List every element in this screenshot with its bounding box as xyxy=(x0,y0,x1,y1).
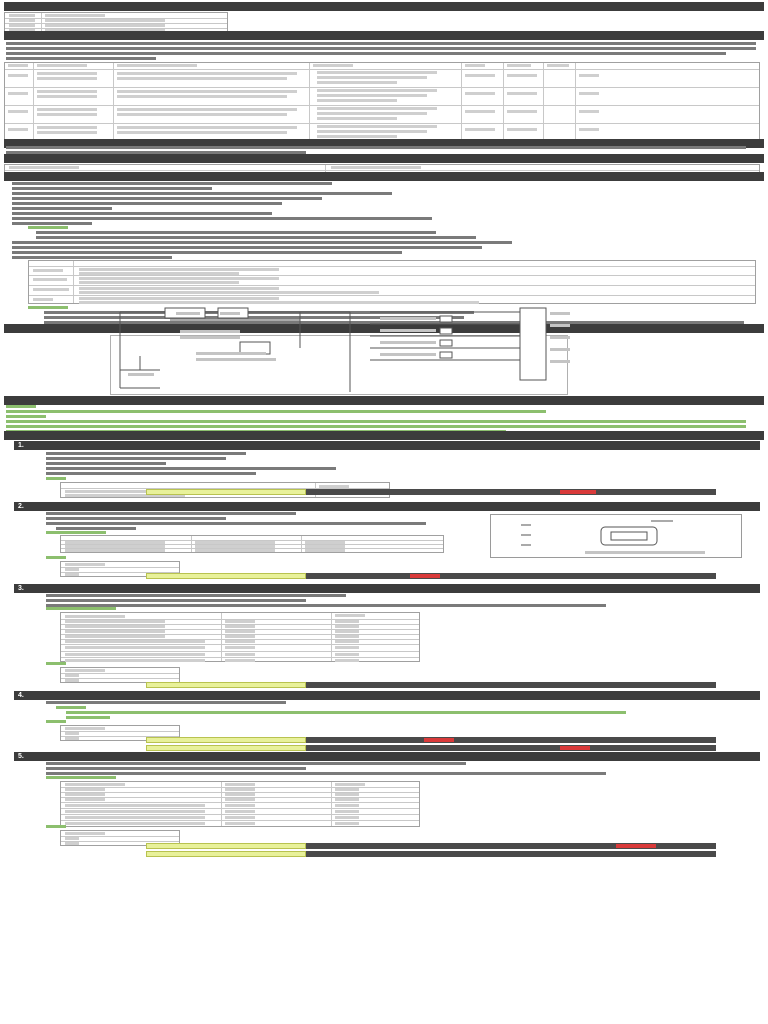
step-4-action-ng xyxy=(306,745,716,751)
step-1-result-ng xyxy=(146,489,306,495)
confirmation-bar xyxy=(4,172,764,181)
step-3-result-table xyxy=(60,667,180,683)
step-4-bar: 4. xyxy=(14,691,760,700)
step-2-result-ok xyxy=(146,573,306,579)
step-1-bar: 1. xyxy=(14,441,760,450)
header-bar xyxy=(4,2,764,11)
monitor-strategy-bar xyxy=(4,154,764,163)
connector-illustration xyxy=(491,515,741,557)
step-4-result-ng xyxy=(146,745,306,751)
connector-diagram xyxy=(490,514,742,558)
step-5-result-ng xyxy=(146,851,306,857)
step-5-bar: 5. xyxy=(14,752,760,761)
step-1-link[interactable] xyxy=(560,490,596,494)
step-5-resistance-table xyxy=(60,781,420,827)
step-2-voltage-table xyxy=(60,535,444,553)
step-4-link-ng[interactable] xyxy=(560,746,590,750)
step-3-resistance-table xyxy=(60,612,420,662)
dtc-description-table xyxy=(4,62,760,140)
description-bar xyxy=(4,31,764,40)
step-4-result-ok xyxy=(146,737,306,743)
step-3-result-ok xyxy=(146,682,306,688)
step-2-bar: 2. xyxy=(14,502,760,511)
step-2-action-b xyxy=(306,573,716,579)
step-5-result-ok xyxy=(146,843,306,849)
step-5-action-ng xyxy=(306,851,716,857)
judgment-table xyxy=(28,260,756,304)
step-4-action-ok xyxy=(306,737,716,743)
caution-bar xyxy=(4,396,764,405)
step-3-bar: 3. xyxy=(14,584,760,593)
step-3-action-b xyxy=(306,682,716,688)
step-2-link[interactable] xyxy=(410,574,440,578)
step-5-link[interactable] xyxy=(616,844,656,848)
step-4-link-ok[interactable] xyxy=(424,738,454,742)
procedure-bar xyxy=(4,431,764,440)
